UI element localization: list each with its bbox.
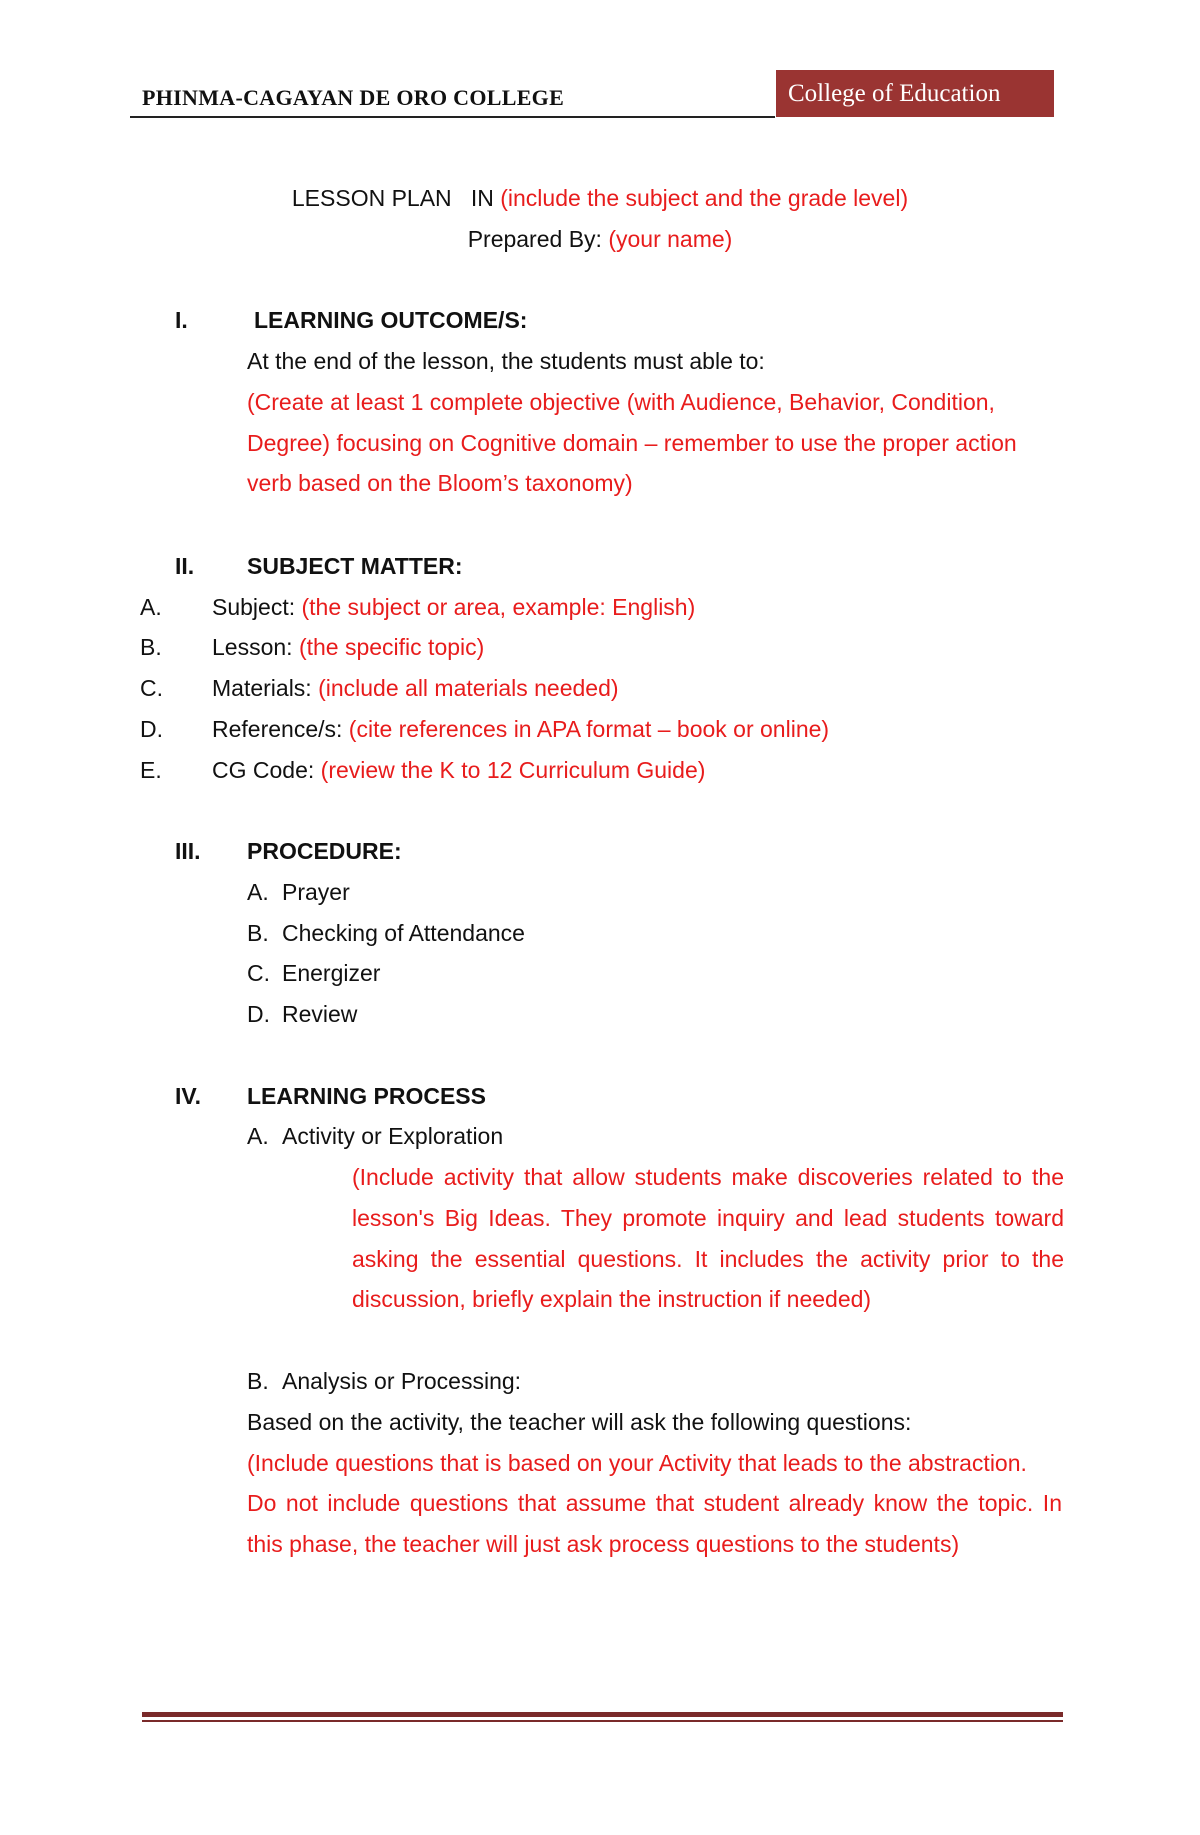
lesson-hint: (the specific topic) <box>298 634 485 660</box>
section-1-hint-line: Degree) focusing on Cognitive domain – remember to use the proper action <box>247 430 1017 456</box>
prepared-by-label: Prepared By: <box>467 226 602 252</box>
section-3-numeral: III. <box>175 838 201 864</box>
subject-hint: (the subject or area, example: English) <box>301 594 696 620</box>
activity-hint-line: lesson's Big Ideas. They promote inquiry and lead students toward <box>352 1205 1064 1231</box>
section-2-numeral: II. <box>175 553 195 579</box>
section-1-intro: At the end of the lesson, the students must able to: <box>247 348 765 374</box>
procedure-prayer: Prayer <box>282 879 350 905</box>
cg-code-label: CG Code: <box>212 757 315 783</box>
analysis-hint-line: this phase, the teacher will just ask process questions to the students) <box>247 1531 960 1557</box>
procedure-energizer: Energizer <box>282 960 381 986</box>
section-1-hint-line: (Create at least 1 complete objective (with Audience, Behavior, Condition, <box>247 389 995 415</box>
procedure-letter: D. <box>247 1001 270 1027</box>
footer-rule <box>142 1720 1063 1722</box>
cg-code-letter: E. <box>140 757 162 783</box>
cg-code-hint: (review the K to 12 Curriculum Guide) <box>320 757 706 783</box>
activity-letter: A. <box>247 1123 269 1149</box>
materials-label: Materials: <box>212 675 312 701</box>
lesson-row <box>212 633 484 661</box>
activity-hint-line: asking the essential questions. It includes the activity prior to the <box>352 1246 1064 1272</box>
references-letter: D. <box>140 716 163 742</box>
analysis-hint-line: (Include questions that is based on your Activity that leads to the abstraction. <box>247 1450 1027 1476</box>
prepared-by <box>0 225 1200 253</box>
activity-label: Activity or Exploration <box>282 1123 504 1149</box>
header-rule <box>130 116 775 118</box>
references-row <box>212 715 829 743</box>
section-4-numeral: IV. <box>175 1083 202 1109</box>
lesson-plan-title <box>0 184 1200 212</box>
section-1-hint-line: verb based on the Bloom’s taxonomy) <box>247 470 633 496</box>
section-1-numeral: I. <box>175 307 188 333</box>
footer-rule <box>142 1712 1063 1717</box>
analysis-intro: Based on the activity, the teacher will ask the following questions: <box>247 1409 912 1435</box>
analysis-label: Analysis or Processing: <box>282 1368 522 1394</box>
analysis-letter: B. <box>247 1368 269 1394</box>
section-3-heading: PROCEDURE: <box>247 838 402 864</box>
subject-label: Subject: <box>212 594 296 620</box>
section-2-heading: SUBJECT MATTER: <box>247 553 463 579</box>
procedure-letter: B. <box>247 920 269 946</box>
lesson-label: Lesson: <box>212 634 293 660</box>
materials-row <box>212 674 619 702</box>
subject-row <box>212 593 695 621</box>
lesson-plan-prefix: LESSON PLAN IN <box>291 185 494 211</box>
section-4-heading: LEARNING PROCESS <box>247 1083 486 1109</box>
materials-letter: C. <box>140 675 163 701</box>
activity-hint-line: discussion, briefly explain the instruction if needed) <box>352 1286 872 1312</box>
procedure-letter: A. <box>247 879 269 905</box>
procedure-letter: C. <box>247 960 270 986</box>
subject-letter: A. <box>140 594 162 620</box>
references-label: Reference/s: <box>212 716 343 742</box>
college-badge: College of Education <box>776 70 1054 117</box>
lesson-plan-hint: (include the subject and the grade level) <box>500 185 909 211</box>
materials-hint: (include all materials needed) <box>318 675 619 701</box>
prepared-by-hint: (your name) <box>608 226 733 252</box>
analysis-hint-line: Do not include questions that assume that student already know the topic. In <box>247 1490 1062 1516</box>
activity-hint-line: (Include activity that allow students make discoveries related to the <box>352 1164 1064 1190</box>
cg-code-row <box>212 756 705 784</box>
procedure-review: Review <box>282 1001 358 1027</box>
procedure-attendance: Checking of Attendance <box>282 920 525 946</box>
institution-name: PHINMA-CAGAYAN DE ORO COLLEGE <box>142 85 565 110</box>
references-hint: (cite references in APA format – book or online) <box>348 716 830 742</box>
section-1-heading: LEARNING OUTCOME/S: <box>254 307 528 333</box>
lesson-letter: B. <box>140 634 162 660</box>
